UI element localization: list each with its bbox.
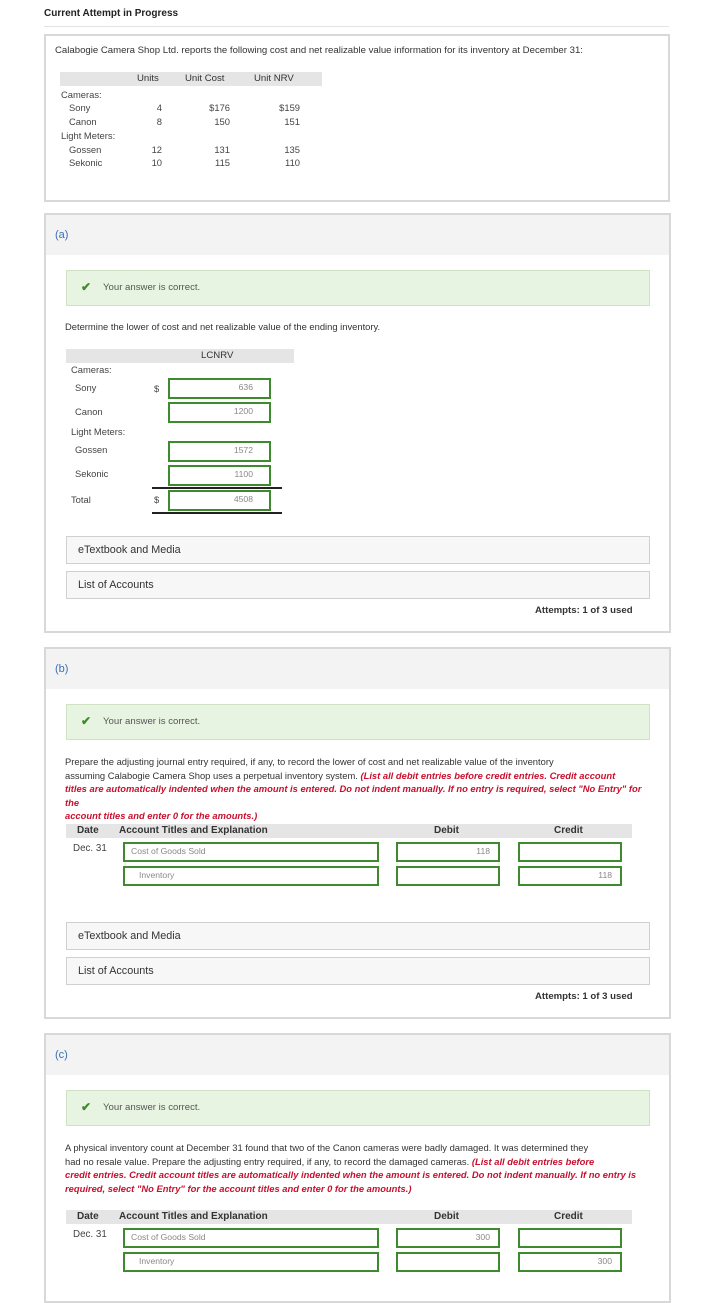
currency-symbol: $ [154,383,160,394]
correct-message: Your answer is correct. [103,1102,201,1113]
row-nrv: 151 [284,116,300,127]
instruction-text: (List all debit entries before [471,1155,595,1167]
col-account: Account Titles and Explanation [119,825,268,836]
account-title-input[interactable]: Cost of Goods Sold [123,842,379,862]
col-debit: Debit [434,825,459,836]
row-units: 10 [151,157,162,168]
credit-input[interactable] [518,1228,622,1248]
instruction-line: required, select "No Entry" for the account titles and enter 0 for the amounts.) [65,1182,412,1194]
light-meters-label: Light Meters: [71,426,126,437]
part-a-header [46,215,669,255]
correct-banner [66,270,650,306]
row-nrv: 135 [284,144,300,155]
divider [44,26,669,27]
col-unit-cost: Unit Cost [185,73,225,84]
debit-input[interactable]: 300 [396,1228,500,1248]
row-name: Canon [69,116,97,127]
row-cost: $176 [209,102,230,113]
canon-lcnrv-input[interactable]: 1200 [168,402,271,423]
sekonic-label: Sekonic [75,468,109,479]
row-name: Sony [69,102,91,113]
row-units: 8 [156,116,162,127]
row-cost: 150 [214,116,230,127]
list-of-accounts-button[interactable]: List of Accounts [66,957,650,985]
canon-label: Canon [75,406,103,417]
instruction-line: titles are automatically indented when the amount is entered. Do not indent manually. If no entry is required, select "No Entry" for the [65,783,642,808]
row-nrv: $159 [279,102,300,113]
question-line: A physical inventory count at December 31 found that two of the Canon cameras were badly damaged. It was determined they [65,1142,589,1153]
currency-symbol: $ [154,494,160,505]
entry-date: Dec. 31 [73,1229,107,1240]
row-units: 4 [156,102,162,113]
credit-input[interactable] [518,842,622,862]
row-nrv: 110 [285,157,300,168]
attempts-counter: Attempts: 1 of 3 used [535,991,633,1002]
part-a-question: Determine the lower of cost and net realizable value of the ending inventory. [65,321,381,332]
account-title-input[interactable]: Inventory [123,1252,379,1272]
part-c-label: (c) [55,1049,68,1061]
page-title: Current Attempt in Progress [44,8,179,19]
debit-input[interactable] [396,866,500,886]
total-label: Total [71,494,91,505]
row-cost: 115 [215,157,230,168]
entry-date: Dec. 31 [73,843,107,854]
credit-input[interactable]: 300 [518,1252,622,1272]
account-title-input[interactable]: Cost of Goods Sold [123,1228,379,1248]
part-a-label: (a) [55,229,69,241]
lcnrv-header [66,349,294,363]
row-units: 12 [151,144,162,155]
debit-input[interactable] [396,1252,500,1272]
correct-banner [66,704,650,740]
question-text: assuming Calabogie Camera Shop uses a perpetual inventory system. [65,769,361,781]
part-b-header [46,649,669,689]
correct-banner [66,1090,650,1126]
gossen-label: Gossen [75,444,108,455]
account-title-input[interactable]: Inventory [123,866,379,886]
check-icon: ✔ [81,280,92,294]
question-text: had no resale value. Prepare the adjusting entry required, if any, to record the damaged cameras. [65,1155,472,1167]
total-double-rule [152,512,282,514]
total-rule [152,487,282,489]
gossen-lcnrv-input[interactable]: 1572 [168,441,271,462]
correct-message: Your answer is correct. [103,282,201,293]
part-c-header [46,1035,669,1075]
col-date: Date [77,825,99,836]
check-icon: ✔ [81,714,92,728]
instruction-line: account titles and enter 0 for the amounts.) [65,810,258,822]
total-lcnrv-input[interactable]: 4508 [168,490,271,511]
question-line [65,1155,655,1169]
etextbook-button[interactable]: eTextbook and Media [66,922,650,950]
sekonic-lcnrv-input[interactable]: 1100 [168,465,271,486]
col-debit: Debit [434,1211,459,1222]
col-credit: Credit [554,1211,583,1222]
question-line [65,769,655,783]
debit-input[interactable]: 118 [396,842,500,862]
part-c-question [65,1141,655,1195]
row-cost: 131 [214,144,230,155]
sony-label: Sony [75,382,97,393]
correct-message: Your answer is correct. [103,716,201,727]
instruction-text: (List all debit entries before credit entries. Credit account [360,769,616,781]
attempts-counter: Attempts: 1 of 3 used [535,605,633,616]
row-name: Gossen [69,144,102,155]
question-line: Prepare the adjusting journal entry required, if any, to record the lower of cost and net realizable value of the inventory [65,756,554,767]
problem-intro: Calabogie Camera Shop Ltd. reports the following cost and net realizable value information for its inventory at December 31: [55,45,583,56]
row-name: Sekonic [69,157,103,168]
col-units: Units [137,73,159,84]
etextbook-button[interactable]: eTextbook and Media [66,536,650,564]
col-credit: Credit [554,825,583,836]
group-label: Cameras: [61,89,102,100]
col-unit-nrv: Unit NRV [254,73,294,84]
problem-statement [44,34,670,202]
check-icon: ✔ [81,1100,92,1114]
part-b-label: (b) [55,663,69,675]
cameras-label: Cameras: [71,364,112,375]
col-account: Account Titles and Explanation [119,1211,268,1222]
part-b-question [65,755,655,823]
group-label: Light Meters: [61,130,116,141]
lcnrv-column-label: LCNRV [201,350,234,361]
instruction-line: credit entries. Credit account titles are automatically indented when the amount is entered. Do not indent manually. If no entry is [65,1169,637,1181]
col-date: Date [77,1211,99,1222]
list-of-accounts-button[interactable]: List of Accounts [66,571,650,599]
credit-input[interactable]: 118 [518,866,622,886]
sony-lcnrv-input[interactable]: 636 [168,378,271,399]
